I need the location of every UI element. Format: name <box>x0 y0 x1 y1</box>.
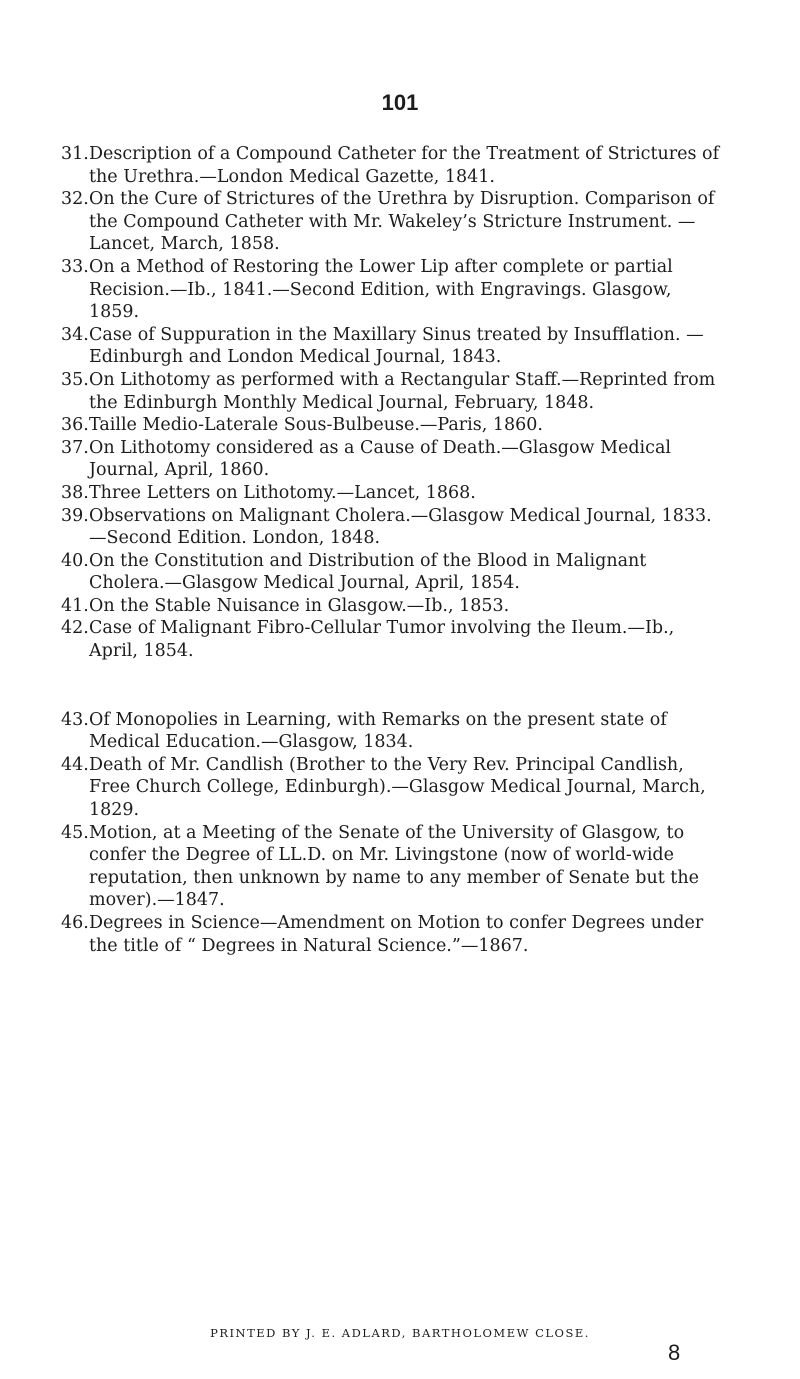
list-item <box>61 414 726 437</box>
signature-mark: 8 <box>668 1340 681 1365</box>
section-gap <box>61 663 726 709</box>
entry-text: Case of Malignant Fibro-Cellular Tumor involving the Ileum.—Ib., April, 1854. <box>89 618 675 662</box>
entry-text: On Lithotomy as performed with a Rectangular Staff.—Reprinted from the Edinburgh Monthly Medical Journal, February, 1848. <box>89 369 716 413</box>
list-item <box>61 437 726 482</box>
entry-number: 37. <box>61 437 89 458</box>
entry-number: 36. <box>61 415 89 436</box>
list-item <box>61 550 726 595</box>
entry-text: On the Cure of Strictures of the Urethra by Disruption. Comparison of the Compound Catheter with Mr. Wakeley’s Stricture Instrument. —Lancet, March, 1858. <box>89 189 715 255</box>
entry-text: Observations on Malignant Cholera.—Glasgow Medical Journal, 1833. —Second Edition. London, 1848. <box>89 505 712 549</box>
entry-number: 32. <box>61 189 89 210</box>
list-item <box>61 143 726 188</box>
list-item <box>61 324 726 369</box>
entry-text: On the Stable Nuisance in Glasgow.—Ib., 1853. <box>89 595 510 616</box>
list-item <box>61 822 726 912</box>
printer-imprint: PRINTED BY J. E. ADLARD, BARTHOLOMEW CLOSE. <box>210 1326 590 1340</box>
entry-number: 39. <box>61 505 89 526</box>
entry-number: 42. <box>61 618 89 639</box>
list-item <box>61 617 726 662</box>
list-item <box>61 505 726 550</box>
entry-text: On a Method of Restoring the Lower Lip after complete or partial Recision.—Ib., 1841.—Second Edition, with Engravings. Glasgow, 1859. <box>89 256 673 323</box>
list-item <box>61 256 726 324</box>
list-item <box>61 369 726 414</box>
entry-text: On the Constitution and Distribution of the Blood in Malignant Cholera.—Glasgow Medical Journal, April, 1854. <box>89 550 647 594</box>
entry-text: Of Monopolies in Learning, with Remarks on the present state of Medical Education.—Glasgow, 1834. <box>89 709 667 753</box>
entry-number: 31. <box>61 144 89 164</box>
entry-text: Case of Suppuration in the Maxillary Sinus treated by Insufflation. —Edinburgh and London Medical Journal, 1843. <box>89 324 704 368</box>
entry-number: 46. <box>61 913 89 933</box>
entry-text: Three Letters on Lithotomy.—Lancet, 1868. <box>89 482 476 503</box>
page-number: 101 <box>381 90 419 115</box>
list-item <box>61 709 726 754</box>
entry-text: Description of a Compound Catheter for the Treatment of Strictures of the Urethra.—London Medical Gazette, 1841. <box>89 144 720 187</box>
entry-number: 45. <box>61 822 89 843</box>
entry-number: 33. <box>61 256 89 277</box>
list-item <box>61 912 726 957</box>
entry-number: 35. <box>61 369 89 390</box>
list-item <box>61 754 726 822</box>
entry-text: Degrees in Science—Amendment on Motion to confer Degrees under the title of “ Degrees in Natural Science.”—1867. <box>89 913 704 956</box>
entry-number: 40. <box>61 550 89 571</box>
entry-number: 41. <box>61 595 89 616</box>
list-item <box>61 482 726 505</box>
entry-number: 44. <box>61 754 89 775</box>
list-item <box>61 188 726 256</box>
entry-text: Taille Medio-Laterale Sous-Bulbeuse.—Paris, 1860. <box>89 415 543 436</box>
entry-number: 34. <box>61 324 89 345</box>
list-item <box>61 595 726 618</box>
entry-text: Motion, at a Meeting of the Senate of the University of Glasgow, to confer the Degree of LL.D. on Mr. Livingstone (now of world-wide reputation, then unknown by name to any member of Senate but the mover).—1847. <box>89 822 699 911</box>
entry-text: On Lithotomy considered as a Cause of Death.—Glasgow Medical Journal, April, 1860. <box>89 437 671 481</box>
entry-number: 38. <box>61 482 89 503</box>
entry-number: 43. <box>61 709 89 730</box>
entry-text: Death of Mr. Candlish (Brother to the Very Rev. Principal Candlish, Free Church College, Edinburgh).—Glasgow Medical Journal, March, 1829. <box>89 754 706 821</box>
